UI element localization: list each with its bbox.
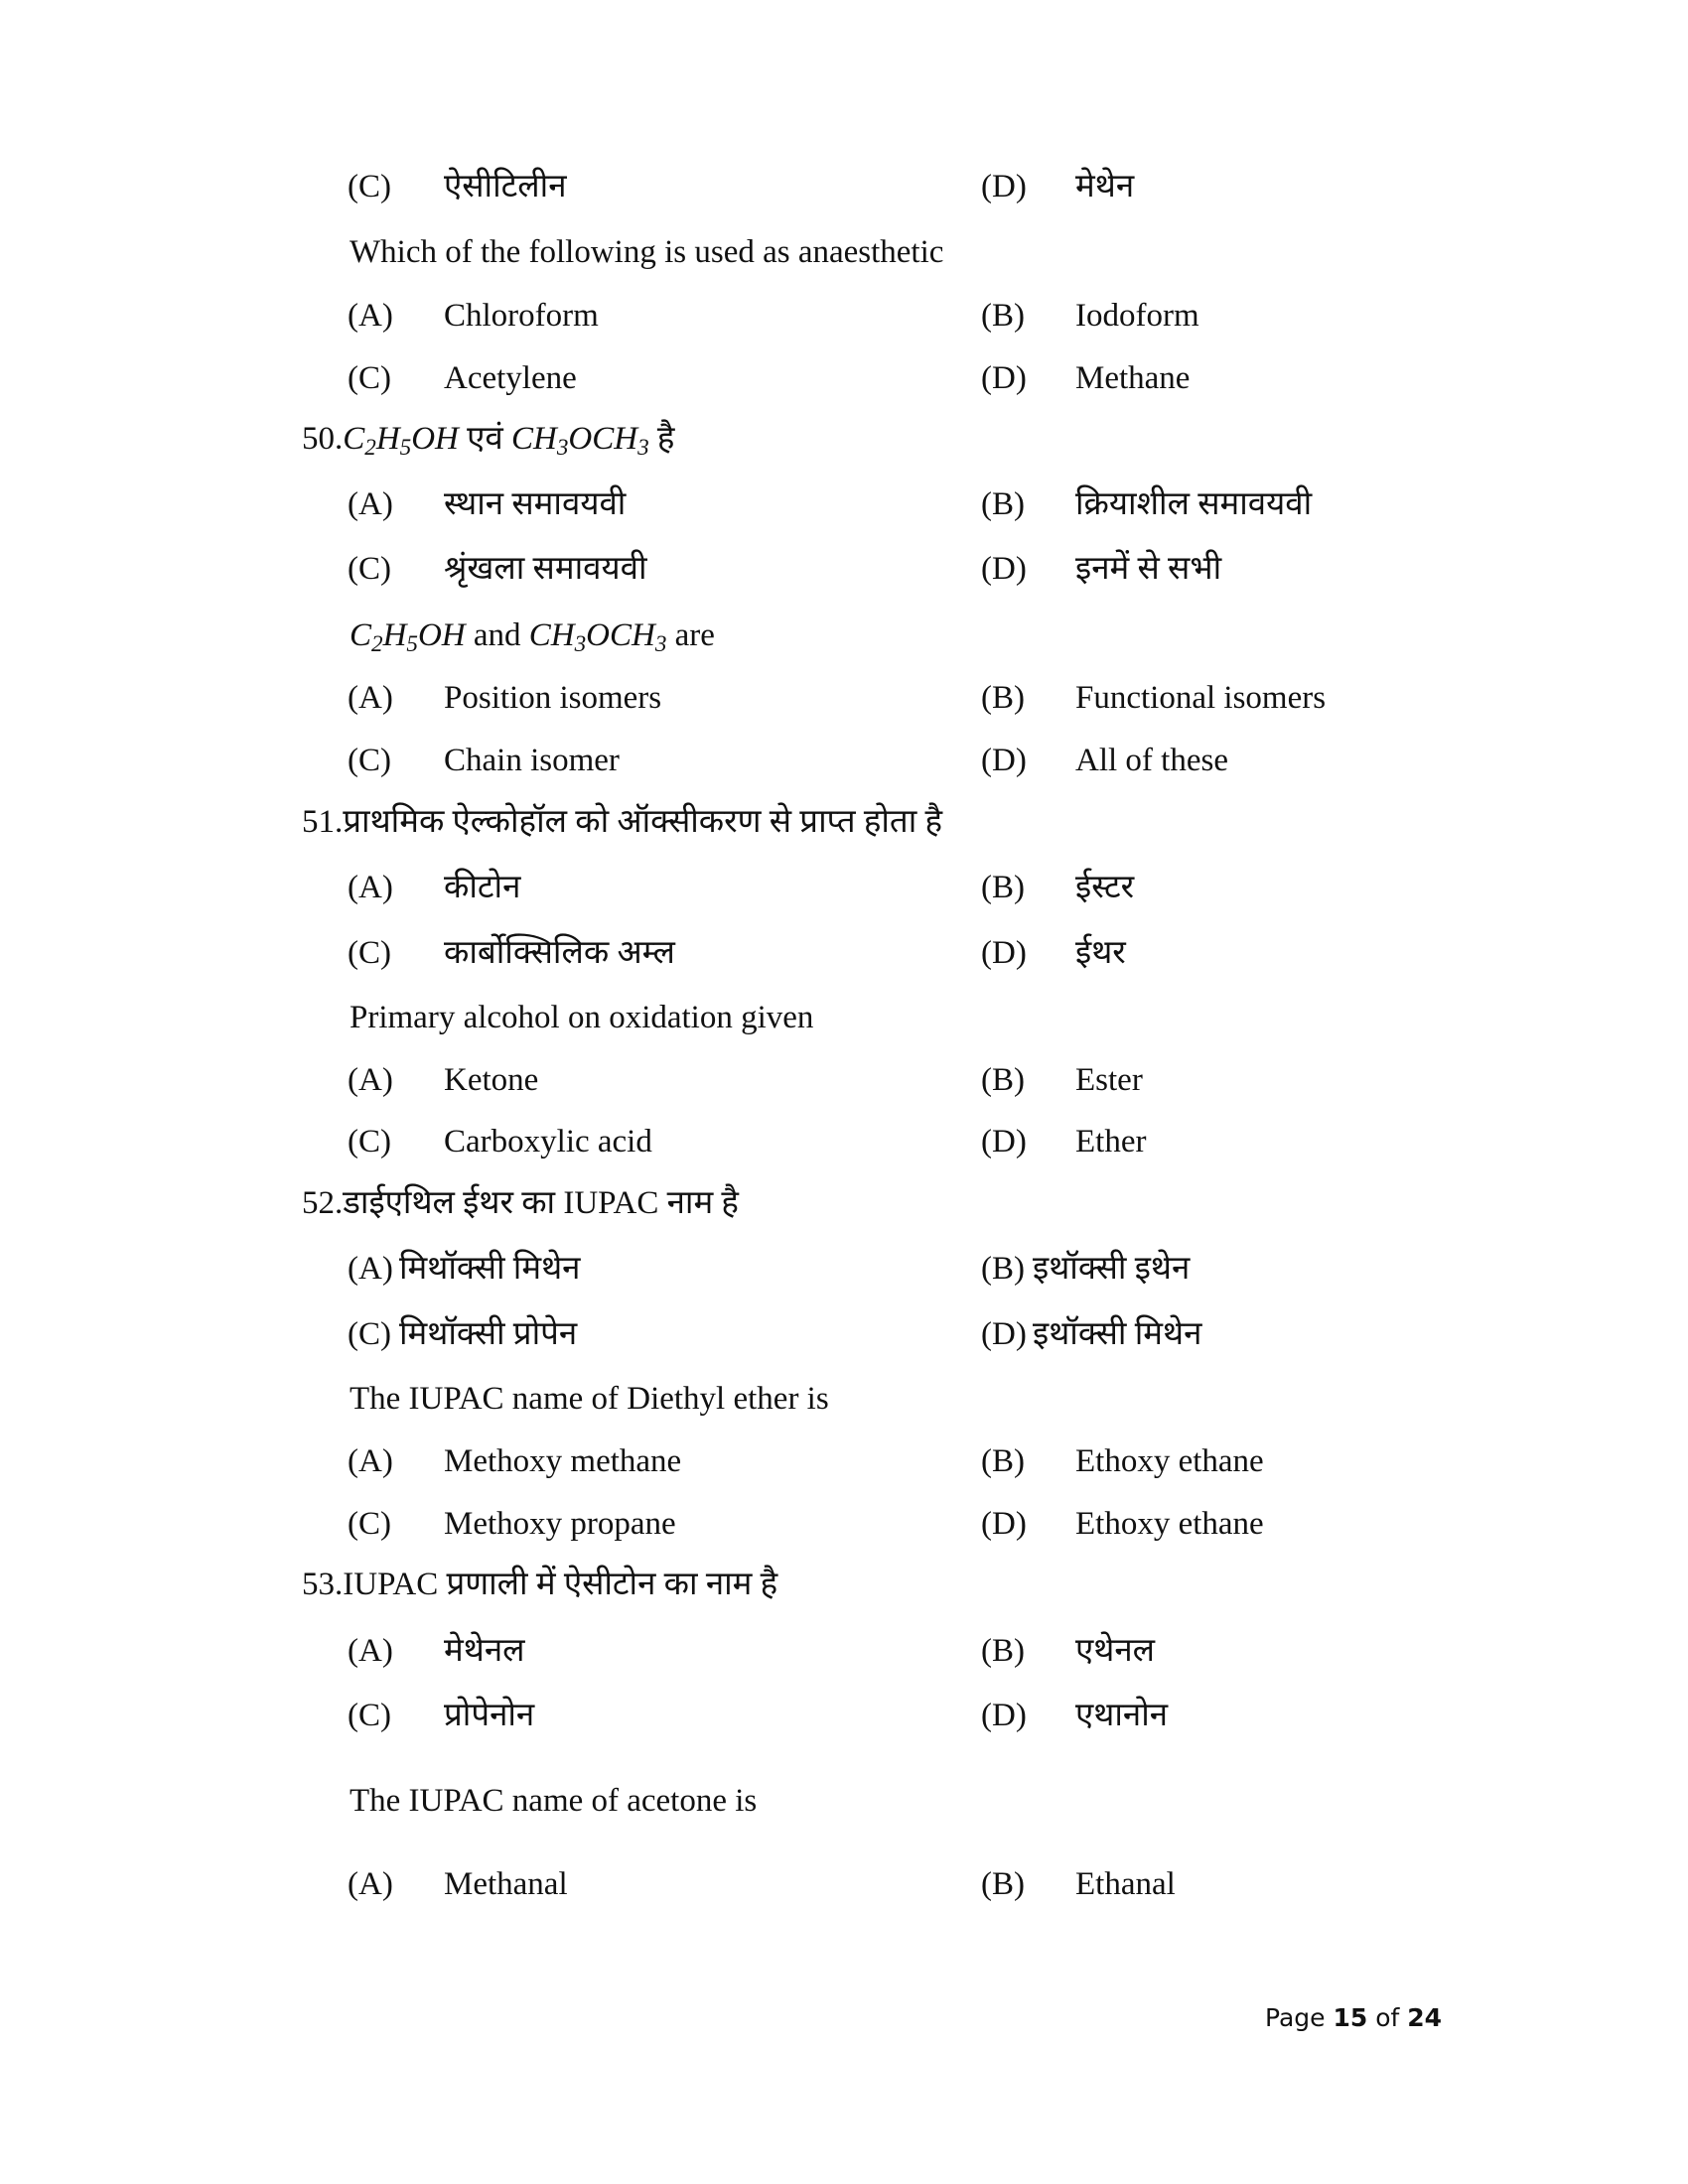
option-label: (B) [981, 486, 1025, 522]
option-text: Acetylene [444, 360, 577, 396]
option-text: मेथेन [1075, 169, 1135, 205]
option-text: क्रियाशील समावयवी [1075, 486, 1313, 522]
option-text: मेथेनल [444, 1633, 525, 1669]
option-text: Ethoxy ethane [1075, 1443, 1264, 1479]
option-label: (B) [981, 298, 1025, 334]
option-text: Methanal [444, 1866, 568, 1902]
question-title [302, 802, 942, 842]
option-text: Ether [1075, 1124, 1147, 1160]
option-label: (A) [348, 1633, 393, 1669]
option-label: (D) [981, 1698, 1027, 1733]
option-text: Iodoform [1075, 298, 1199, 334]
question-number: 51. [302, 804, 344, 840]
question-title [302, 419, 674, 467]
page-number [1265, 2003, 1442, 2032]
option-text: Chloroform [444, 298, 599, 334]
option-text: इथॉक्सी इथेन [1033, 1251, 1191, 1287]
option-label: (A) [348, 1062, 393, 1098]
option-label: (B) [981, 1633, 1025, 1669]
option-label: (B) [981, 1251, 1025, 1287]
question-text: and [465, 617, 529, 653]
option-label: (C) [348, 743, 391, 778]
option-label: (B) [981, 1866, 1025, 1902]
option-text: ऐसीटिलीन [444, 169, 567, 205]
option-text: एथेनल [1075, 1633, 1156, 1669]
option-label: (D) [981, 1124, 1027, 1160]
page-prefix: Page [1265, 2003, 1334, 2032]
option-text: Chain isomer [444, 743, 620, 778]
option-label: (A) [348, 1251, 393, 1287]
option-label: (D) [981, 1506, 1027, 1542]
page-of: of [1367, 2003, 1408, 2032]
page-total: 24 [1407, 2003, 1443, 2032]
question-number: 52. [302, 1185, 344, 1221]
option-text: इनमें से सभी [1075, 551, 1222, 587]
question-stem-english: Primary alcohol on oxidation given [350, 1000, 814, 1035]
option-text: इथॉक्सी मिथेन [1033, 1316, 1202, 1352]
option-text: Position isomers [444, 680, 662, 716]
option-text: ईथर [1075, 935, 1126, 971]
option-text: ईस्टर [1075, 870, 1135, 905]
option-label: (C) [348, 1316, 391, 1352]
option-label: (A) [348, 1443, 393, 1479]
option-label: (C) [348, 935, 391, 971]
question-text: है [648, 421, 675, 457]
question-text: एवं [458, 421, 511, 457]
option-label: (A) [348, 870, 393, 905]
option-text: All of these [1075, 743, 1228, 778]
option-text: Functional isomers [1075, 680, 1327, 716]
option-text: मिथॉक्सी प्रोपेन [399, 1316, 578, 1352]
option-text: Carboxylic acid [444, 1124, 652, 1160]
option-label: (D) [981, 551, 1027, 587]
option-label: (A) [348, 486, 393, 522]
question-stem-english [350, 615, 715, 663]
question-number: 50. [302, 421, 344, 457]
question-text: IUPAC प्रणाली में ऐसीटोन का नाम है [343, 1567, 778, 1602]
option-text: Methoxy propane [444, 1506, 676, 1542]
option-text: कीटोन [444, 870, 521, 905]
option-text: मिथॉक्सी मिथेन [399, 1251, 581, 1287]
option-text: Methoxy methane [444, 1443, 682, 1479]
option-text: Methane [1075, 360, 1191, 396]
option-label: (A) [348, 680, 393, 716]
option-text: Ethoxy ethane [1075, 1506, 1264, 1542]
question-stem-english: The IUPAC name of Diethyl ether is [350, 1381, 829, 1417]
question-number: 53. [302, 1567, 344, 1602]
option-label: (B) [981, 1062, 1025, 1098]
option-label: (B) [981, 680, 1025, 716]
option-label: (D) [981, 935, 1027, 971]
option-label: (C) [348, 1698, 391, 1733]
option-text: प्रोपेनोन [444, 1698, 535, 1733]
option-label: (D) [981, 169, 1027, 205]
option-text: स्थान समावयवी [444, 486, 627, 522]
question-text: प्राथमिक ऐल्कोहॉल को ऑक्सीकरण से प्राप्त होता है [343, 804, 943, 840]
question-stem-english: The IUPAC name of acetone is [350, 1783, 758, 1819]
chemical-formula: $C_2H_5OH$ [350, 617, 466, 656]
option-label: (A) [348, 298, 393, 334]
option-label: (A) [348, 1866, 393, 1902]
option-label: (C) [348, 169, 391, 205]
question-stem-english: Which of the following is used as anaesthetic [350, 234, 944, 270]
option-label: (D) [981, 743, 1027, 778]
question-text: are [666, 617, 715, 653]
option-text: Ethanal [1075, 1866, 1176, 1902]
question-text: डाईएथिल ईथर का IUPAC नाम है [343, 1185, 739, 1221]
chemical-formula: $C_2H_5OH$ [343, 421, 459, 460]
option-text: श्रृंखला समावयवी [444, 551, 647, 587]
option-label: (C) [348, 360, 391, 396]
page-current: 15 [1333, 2003, 1368, 2032]
option-text: Ketone [444, 1062, 539, 1098]
chemical-formula: $CH_3OCH_3$ [510, 421, 649, 460]
question-title [302, 1183, 739, 1223]
chemical-formula: $CH_3OCH_3$ [528, 617, 667, 656]
option-text: Ester [1075, 1062, 1143, 1098]
option-label: (C) [348, 1124, 391, 1160]
question-title [302, 1565, 777, 1604]
option-label: (B) [981, 870, 1025, 905]
option-label: (C) [348, 551, 391, 587]
option-text: कार्बोक्सिलिक अम्ल [444, 935, 675, 971]
option-label: (B) [981, 1443, 1025, 1479]
option-label: (D) [981, 1316, 1027, 1352]
option-label: (C) [348, 1506, 391, 1542]
option-label: (D) [981, 360, 1027, 396]
option-text: एथानोन [1075, 1698, 1169, 1733]
